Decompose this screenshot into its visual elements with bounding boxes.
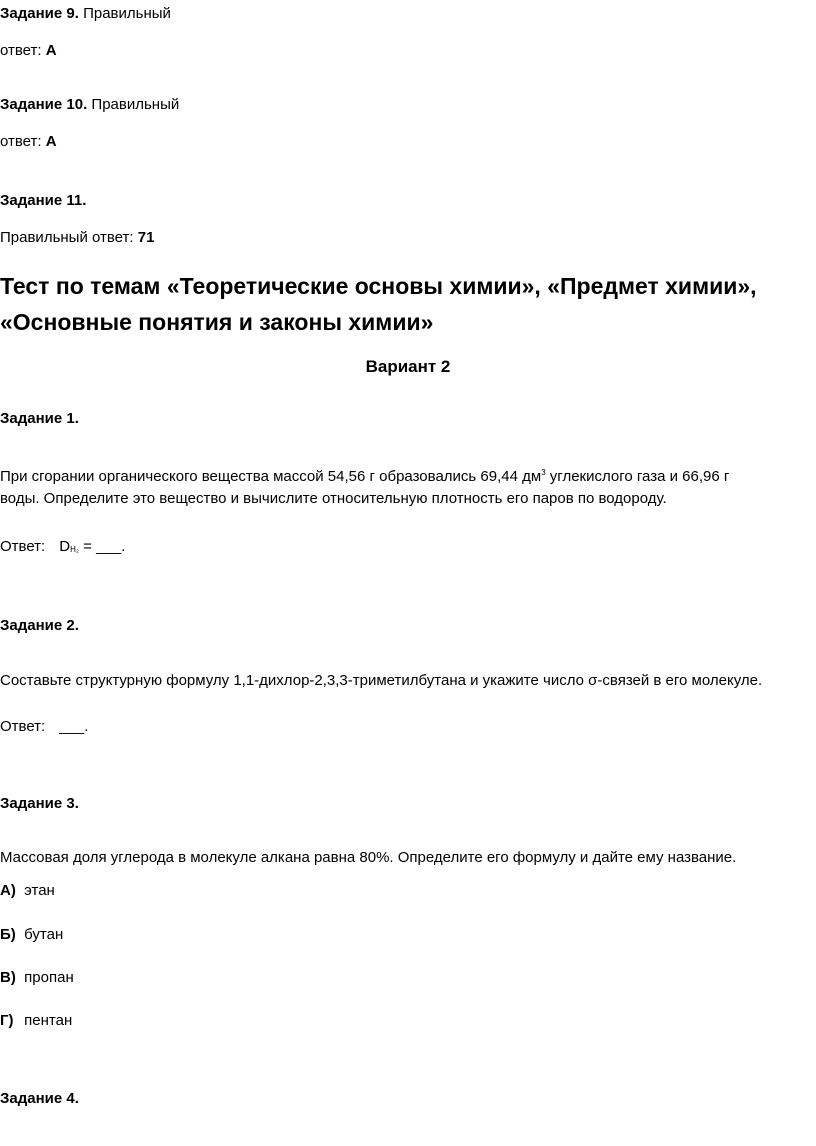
option-letter: Г) [0, 1012, 14, 1029]
task-2-answer [0, 717, 88, 737]
answer-line-10 [0, 132, 57, 152]
answer-block-10 [0, 95, 179, 115]
answer-label: Ответ: [0, 538, 46, 555]
task-title: Задание 10. [0, 96, 88, 113]
density-symbol: D [59, 538, 71, 555]
task-1-answer [0, 537, 125, 560]
answer-block-11 [0, 191, 86, 211]
task-1-text-b: углекислого газа и 66,96 г [545, 468, 730, 485]
answer-label: ответ: [0, 133, 42, 150]
answer-value: 71 [137, 229, 155, 246]
answer-label: ответ: [0, 42, 42, 59]
task-1-text-a: При сгорании органического вещества массой 54,56 г образовались 69,44 дм [0, 468, 542, 485]
test-title-line-1: Тест по темам «Теоретические основы химии», «Предмет химии», [0, 273, 757, 299]
option-text: этан [24, 882, 55, 899]
answer-value: А [45, 42, 57, 59]
subscript: H₂ [70, 545, 79, 554]
answer-blank: = ___. [78, 538, 126, 555]
answer-block-9 [0, 4, 171, 24]
task-title: Задание 11. [0, 192, 87, 209]
task-2-line-1: Составьте структурную формулу 1,1-дихлор-2,3,3-триметилбутана и укажите число σ-связей в его молекуле. [0, 672, 763, 689]
variant-heading: Вариант 2 [365, 357, 451, 376]
answer-line-11 [0, 228, 154, 248]
task-3-option-a [0, 881, 55, 901]
option-text: пропан [24, 969, 74, 986]
answer-line-9 [0, 41, 57, 61]
task-4-title: Задание 4. [0, 1090, 79, 1107]
option-letter: А) [0, 882, 16, 899]
task-3-option-d [0, 1011, 72, 1031]
task-3-line-1: Массовая доля углерода в молекуле алкана равна 80%. Определите его формулу и дайте ему название. [0, 849, 737, 866]
task-3-title: Задание 3. [0, 795, 79, 812]
superscript: 3 [541, 468, 546, 477]
option-text: бутан [24, 926, 64, 943]
option-text: пентан [24, 1012, 73, 1029]
task-title: Задание 9. [0, 5, 79, 22]
task-2-title: Задание 2. [0, 617, 79, 634]
answer-text: Правильный [83, 5, 171, 22]
answer-label: Ответ: [0, 718, 46, 735]
answer-label: Правильный ответ: [0, 229, 134, 246]
task-1-line-2: воды. Определите это вещество и вычислите относительную плотность его паров по водороду. [0, 490, 667, 507]
option-letter: Б) [0, 926, 16, 943]
answer-value: А [45, 133, 57, 150]
test-title-line-2: «Основные понятия и законы химии» [0, 309, 434, 335]
option-letter: В) [0, 969, 16, 986]
task-3-option-c [0, 968, 74, 988]
answer-blank: ___. [59, 718, 89, 735]
task-1-title: Задание 1. [0, 410, 79, 427]
task-1-line-1 [0, 463, 729, 487]
task-3-option-b [0, 925, 63, 945]
answer-text: Правильный [91, 96, 180, 113]
